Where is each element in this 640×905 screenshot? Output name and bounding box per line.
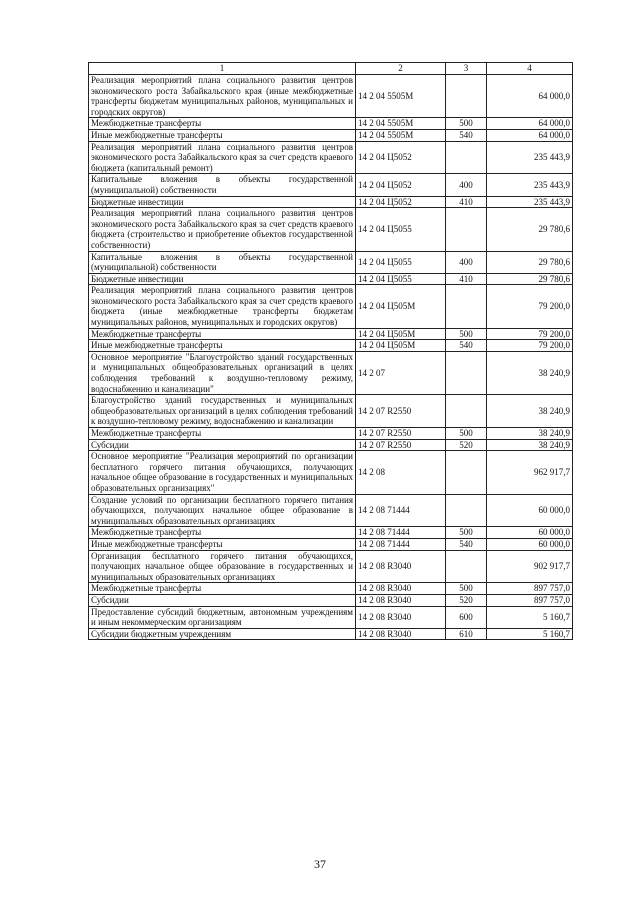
table-row [89,118,573,130]
row-expense-type [446,451,487,494]
row-expense-type: 500 [446,583,487,595]
table-row [89,75,573,118]
row-name: Организация бесплатного горячего питания обучающихся, получающих начальное общее образование в государственных и муниципальных образовательных организациях [89,550,356,583]
row-amount: 29 780,6 [487,208,573,251]
row-amount: 235 443,9 [487,174,573,196]
row-expense-type: 400 [446,174,487,196]
row-code: 14 2 04 Ц5052 [356,174,446,196]
table-row [89,606,573,628]
table-row [89,285,573,328]
row-name: Межбюджетные трансферты [89,118,356,130]
row-amount: 897 757,0 [487,583,573,595]
row-name: Бюджетные инвестиции [89,196,356,208]
row-amount: 79 200,0 [487,340,573,352]
row-name: Межбюджетные трансферты [89,527,356,539]
row-amount: 64 000,0 [487,129,573,141]
row-expense-type [446,395,487,428]
row-name: Межбюджетные трансферты [89,328,356,340]
row-code: 14 2 07 R2550 [356,428,446,440]
row-code: 14 2 08 R3040 [356,594,446,606]
row-expense-type: 610 [446,628,487,640]
row-expense-type: 500 [446,428,487,440]
table-row [89,340,573,352]
row-name: Субсидии [89,439,356,451]
row-code: 14 2 08 R3040 [356,583,446,595]
row-amount: 64 000,0 [487,118,573,130]
row-expense-type [446,285,487,328]
table-row [89,538,573,550]
row-amount: 5 160,7 [487,628,573,640]
table-row [89,251,573,273]
row-code: 14 2 04 Ц505M [356,285,446,328]
header-col-1: 1 [89,63,356,75]
row-code: 14 2 04 5505M [356,118,446,130]
row-amount: 902 917,7 [487,550,573,583]
table-row [89,351,573,394]
row-code: 14 2 04 Ц505M [356,340,446,352]
row-expense-type: 410 [446,273,487,285]
table-row [89,395,573,428]
row-amount: 38 240,9 [487,395,573,428]
table-row [89,583,573,595]
row-code: 14 2 07 [356,351,446,394]
row-code: 14 2 04 5505M [356,75,446,118]
table-row [89,527,573,539]
row-name: Межбюджетные трансферты [89,428,356,440]
row-name: Реализация мероприятий плана социального развития центров экономического роста Забайкальского края за счет средств краевого бюджета (капитальный ремонт) [89,141,356,174]
row-name: Бюджетные инвестиции [89,273,356,285]
row-amount: 235 443,9 [487,141,573,174]
row-name: Иные межбюджетные трансферты [89,129,356,141]
row-code: 14 2 07 R2550 [356,439,446,451]
row-name: Субсидии [89,594,356,606]
table-row [89,428,573,440]
row-name: Межбюджетные трансферты [89,583,356,595]
table-row [89,451,573,494]
table-row [89,594,573,606]
page-number: 37 [314,857,326,871]
row-code: 14 2 08 [356,451,446,494]
table-row [89,196,573,208]
row-amount: 64 000,0 [487,75,573,118]
row-name: Иные межбюджетные трансферты [89,340,356,352]
budget-sheet [88,62,572,640]
row-name: Предоставление субсидий бюджетным, автономным учреждениям и иным некоммерческим организациям [89,606,356,628]
row-expense-type: 500 [446,118,487,130]
row-code: 14 2 04 Ц5055 [356,273,446,285]
table-row [89,328,573,340]
row-expense-type [446,75,487,118]
row-amount: 897 757,0 [487,594,573,606]
row-name: Субсидии бюджетным учреждениям [89,628,356,640]
row-code: 14 2 08 R3040 [356,628,446,640]
row-code: 14 2 04 Ц5052 [356,141,446,174]
table-row [89,208,573,251]
row-expense-type: 540 [446,538,487,550]
row-expense-type [446,141,487,174]
table-row [89,439,573,451]
row-code: 14 2 04 Ц5055 [356,208,446,251]
row-code: 14 2 04 Ц5052 [356,196,446,208]
row-code: 14 2 08 71444 [356,494,446,527]
header-row [89,63,573,75]
row-code: 14 2 08 71444 [356,538,446,550]
row-code: 14 2 04 5505M [356,129,446,141]
table-row [89,494,573,527]
row-amount: 29 780,6 [487,273,573,285]
row-amount: 60 000,0 [487,538,573,550]
row-amount: 5 160,7 [487,606,573,628]
row-expense-type: 600 [446,606,487,628]
row-name: Капитальные вложения в объекты государственной (муниципальной) собственности [89,251,356,273]
table-row [89,273,573,285]
row-amount: 962 917,7 [487,451,573,494]
row-name: Реализация мероприятий плана социального развития центров экономического роста Забайкальского края за счет средств краевого бюджета (иные межбюджетные трансферты бюджетам муниципальных районов, муниципальных и городских округов) [89,285,356,328]
header-col-2: 2 [356,63,446,75]
row-name: Основное мероприятие "Благоустройство зданий государственных и муниципальных общеобразовательных организаций в целях соблюдения требований к воздушно-тепловому режиму, водоснабжению и канализации" [89,351,356,394]
budget-table [88,62,573,640]
row-expense-type: 500 [446,527,487,539]
row-code: 14 2 08 71444 [356,527,446,539]
row-expense-type [446,550,487,583]
row-amount: 29 780,6 [487,251,573,273]
row-expense-type [446,351,487,394]
row-code: 14 2 04 Ц505M [356,328,446,340]
row-expense-type [446,494,487,527]
row-amount: 38 240,9 [487,351,573,394]
row-amount: 79 200,0 [487,328,573,340]
table-row [89,141,573,174]
row-name: Основное мероприятие "Реализация мероприятий по организации бесплатного горячего питания обучающихся, получающих начальное общее образование в государственных и муниципальных образовательных организациях" [89,451,356,494]
table-row [89,129,573,141]
table-row [89,628,573,640]
row-amount: 60 000,0 [487,527,573,539]
row-expense-type: 540 [446,340,487,352]
row-amount: 38 240,9 [487,439,573,451]
row-expense-type: 410 [446,196,487,208]
row-expense-type: 500 [446,328,487,340]
row-code: 14 2 07 R2550 [356,395,446,428]
row-amount: 38 240,9 [487,428,573,440]
row-amount: 235 443,9 [487,196,573,208]
row-code: 14 2 08 R3040 [356,550,446,583]
row-name: Капитальные вложения в объекты государственной (муниципальной) собственности [89,174,356,196]
row-expense-type: 520 [446,594,487,606]
row-expense-type [446,208,487,251]
row-expense-type: 520 [446,439,487,451]
row-name: Благоустройство зданий государственных и муниципальных общеобразовательных организаций в целях соблюдения требований к воздушно-тепловому режиму, водоснабжению и канализации [89,395,356,428]
row-expense-type: 400 [446,251,487,273]
header-col-3: 3 [446,63,487,75]
row-name: Реализация мероприятий плана социального развития центров экономического роста Забайкальского края за счет средств краевого бюджета (строительство и приобретение объектов государственной собственности) [89,208,356,251]
row-expense-type: 540 [446,129,487,141]
row-code: 14 2 04 Ц5055 [356,251,446,273]
header-col-4: 4 [487,63,573,75]
row-name: Реализация мероприятий плана социального развития центров экономического роста Забайкальского края (иные межбюджетные трансферты бюджетам муниципальных районов, муниципальных и городских округов) [89,75,356,118]
row-name: Иные межбюджетные трансферты [89,538,356,550]
row-amount: 79 200,0 [487,285,573,328]
row-name: Создание условий по организации бесплатного горячего питания обучающихся, получающих начальное общее образование в муниципальных образовательных организациях [89,494,356,527]
table-row [89,174,573,196]
row-amount: 60 000,0 [487,494,573,527]
row-code: 14 2 08 R3040 [356,606,446,628]
table-row [89,550,573,583]
